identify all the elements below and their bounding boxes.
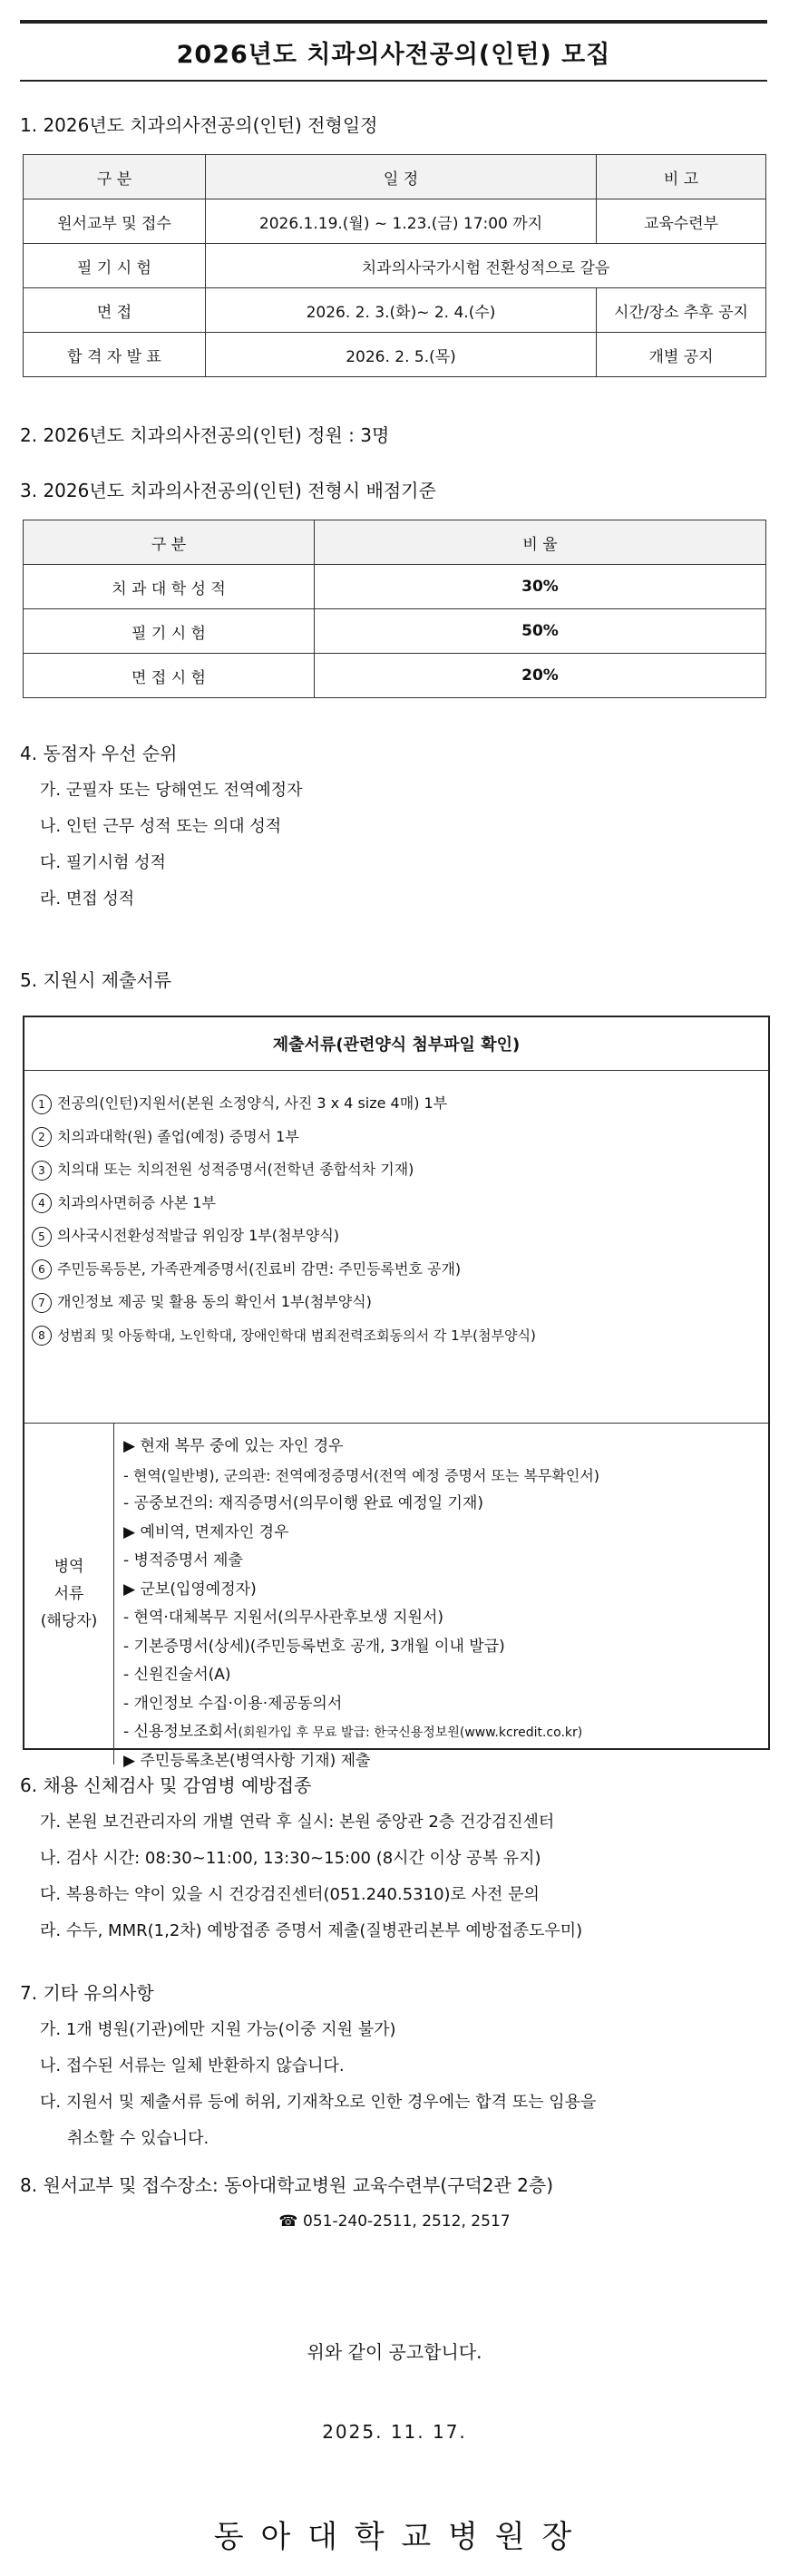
list-item: 라. 수두, MMR(1,2차) 예방접종 증명서 제출(질병관리본부 예방접종도우미) (40, 1921, 583, 1940)
cell: 50% (315, 609, 766, 654)
cell: 30% (315, 565, 766, 609)
military-documents (24, 1424, 768, 1770)
table-row (24, 333, 766, 377)
list-item: 다. 필기시험 성적 (40, 853, 166, 872)
table-row (24, 609, 766, 654)
signature-name: 동 아 대 학 교 병 원 장 (213, 2519, 576, 2555)
list-item: - 기본증명서(상세)(주민등록번호 공개, 3개월 이내 발급) (123, 1637, 505, 1656)
closing-text: 위와 같이 공고합니다. (307, 2341, 482, 2363)
circled-number: 5 (32, 1227, 52, 1247)
cell: 면 접 (24, 288, 206, 333)
military-list (114, 1424, 768, 1770)
circled-number: 3 (32, 1161, 52, 1181)
section-4-heading: 4. 동점자 우선 순위 (20, 743, 178, 764)
military-label: 병역 서류 (해당자) (24, 1424, 114, 1764)
document-item: 7 개인정보 제공 및 활용 동의 확인서 1부(첨부양식) (32, 1286, 768, 1319)
table-row (24, 288, 766, 333)
list-item: ▶ 현재 복무 중에 있는 자인 경우 (123, 1437, 344, 1455)
documents-box-title: 제출서류(관련양식 첨부파일 확인) (24, 1017, 768, 1071)
list-item: - 병적증명서 제출 (123, 1551, 243, 1570)
section-2-heading: 2. 2026년도 치과의사전공의(인턴) 정원 : 3명 (20, 424, 390, 446)
cell: 치과의사국가시험 전환성적으로 갈음 (206, 244, 766, 288)
cell: 치 과 대 학 성 적 (24, 565, 315, 609)
cell: 필 기 시 험 (24, 244, 206, 288)
list-item: 가. 본원 보건관리자의 개별 연락 후 실시: 본원 중앙관 2층 건강검진센터 (40, 1813, 555, 1832)
document-item: 6 주민등록등본, 가족관계증명서(진료비 감면: 주민등록번호 공개) (32, 1253, 768, 1287)
list-item: ▶ 주민등록초본(병역사항 기재) 제출 (123, 1751, 371, 1770)
list-item: - 현역·대체복무 지원서(의무사관후보생 지원서) (123, 1609, 444, 1627)
table-header-row (24, 520, 766, 565)
document-item: 1 전공의(인턴)지원서(본원 소정양식, 사진 3 x 4 size 4매) 1부 (32, 1087, 768, 1121)
section-3-heading: 3. 2026년도 치과의사전공의(인턴) 전형시 배점기준 (20, 480, 436, 501)
cell: 필 기 시 험 (24, 609, 315, 654)
circled-number: 8 (32, 1326, 52, 1346)
col-header: 비 율 (315, 520, 766, 565)
document-item: 8 성범죄 및 아동학대, 노인학대, 장애인학대 범죄전력조회동의서 각 1부(첨부양식) (32, 1319, 768, 1353)
list-item: 취소할 수 있습니다. (67, 2129, 209, 2148)
document-item: 5 의사국시전환성적발급 위임장 1부(첨부양식) (32, 1220, 768, 1253)
document-item: 2 치의과대학(원) 졸업(예정) 증명서 1부 (32, 1121, 768, 1154)
circled-number: 7 (32, 1293, 52, 1313)
notice-date: 2025. 11. 17. (322, 2421, 467, 2443)
cell: 2026. 2. 3.(화)~ 2. 4.(수) (206, 288, 597, 333)
col-header: 구 분 (24, 155, 206, 199)
document-item: 3 치의대 또는 치의전원 성적증명서(전학년 종합석차 기재) (32, 1153, 768, 1187)
cell: 원서교부 및 접수 (24, 199, 206, 244)
list-item: - 현역(일반병), 군의관: 전역예정증명서(전역 예정 증명서 또는 복무확인서) (123, 1466, 600, 1484)
list-item: 나. 접수된 서류는 일체 반환하지 않습니다. (40, 2056, 345, 2075)
list-item: 나. 검사 시간: 08:30~11:00, 13:30~15:00 (8시간 이상 공복 유지) (40, 1849, 541, 1868)
cell: 시간/장소 추후 공지 (597, 288, 766, 333)
list-item: - 신용정보조회서(회원가입 후 무료 발급: 한국신용정보원(www.kcredit.co.kr) (123, 1723, 583, 1741)
table-row (24, 244, 766, 288)
list-item: 다. 지원서 및 제출서류 등에 허위, 기재착오로 인한 경우에는 합격 또는 임용을 (40, 2093, 597, 2112)
list-item: ▶ 군보(입영예정자) (123, 1580, 257, 1599)
list-item: - 개인정보 수집·이용·제공동의서 (123, 1694, 343, 1713)
cell: 면 접 시 험 (24, 654, 315, 698)
section-5-heading: 5. 지원시 제출서류 (20, 969, 172, 991)
page-title: 2026년도 치과의사전공의(인턴) 모집 (176, 40, 611, 69)
table-row (24, 565, 766, 609)
list-item: 라. 면접 성적 (40, 889, 135, 909)
cell: 교육수련부 (597, 199, 766, 244)
documents-list (24, 1071, 768, 1424)
list-item: 가. 군필자 또는 당해연도 전역예정자 (40, 781, 303, 800)
col-header: 비 고 (597, 155, 766, 199)
list-item: 가. 1개 병원(기관)에만 지원 가능(이중 지원 불가) (40, 2020, 396, 2039)
circled-number: 1 (32, 1094, 52, 1114)
section-6-heading: 6. 채용 신체검사 및 감염병 예방접종 (20, 1774, 312, 1796)
section-8-heading: 8. 원서교부 및 접수장소: 동아대학교병원 교육수련부(구덕2관 2층) (20, 2174, 554, 2196)
section-7-heading: 7. 기타 유의사항 (20, 1982, 154, 2004)
cell: 개별 공지 (597, 333, 766, 377)
list-item: 다. 복용하는 약이 있을 시 건강검진센터(051.240.5310)로 사전 문의 (40, 1885, 540, 1904)
circled-number: 4 (32, 1193, 52, 1213)
title-box (20, 20, 767, 82)
cell: 20% (315, 654, 766, 698)
section-1-heading: 1. 2026년도 치과의사전공의(인턴) 전형일정 (20, 114, 378, 136)
cell: 2026.1.19.(월) ~ 1.23.(금) 17:00 까지 (206, 199, 597, 244)
table-header-row (24, 155, 766, 199)
document-item: 4 치과의사면허증 사본 1부 (32, 1187, 768, 1220)
table-row (24, 199, 766, 244)
col-header: 일 정 (206, 155, 597, 199)
col-header: 구 분 (24, 520, 315, 565)
cell: 2026. 2. 5.(목) (206, 333, 597, 377)
list-item: - 신원진술서(A) (123, 1666, 231, 1684)
credit-note: (회원가입 후 무료 발급: 한국신용정보원(www.kcredit.co.kr) (238, 1725, 583, 1740)
circled-number: 2 (32, 1127, 52, 1147)
cell: 합 격 자 발 표 (24, 333, 206, 377)
list-item: - 공중보건의: 재직증명서(의무이행 완료 예정일 기재) (123, 1494, 484, 1512)
schedule-table (23, 154, 766, 377)
list-item: ▶ 예비역, 면제자인 경우 (123, 1522, 289, 1541)
table-row (24, 654, 766, 698)
circled-number: 6 (32, 1259, 52, 1279)
list-item: 나. 인턴 근무 성적 또는 의대 성적 (40, 817, 282, 836)
score-table (23, 520, 766, 698)
phone-numbers: ☎ 051-240-2511, 2512, 2517 (278, 2212, 511, 2231)
documents-box (23, 1016, 770, 1770)
